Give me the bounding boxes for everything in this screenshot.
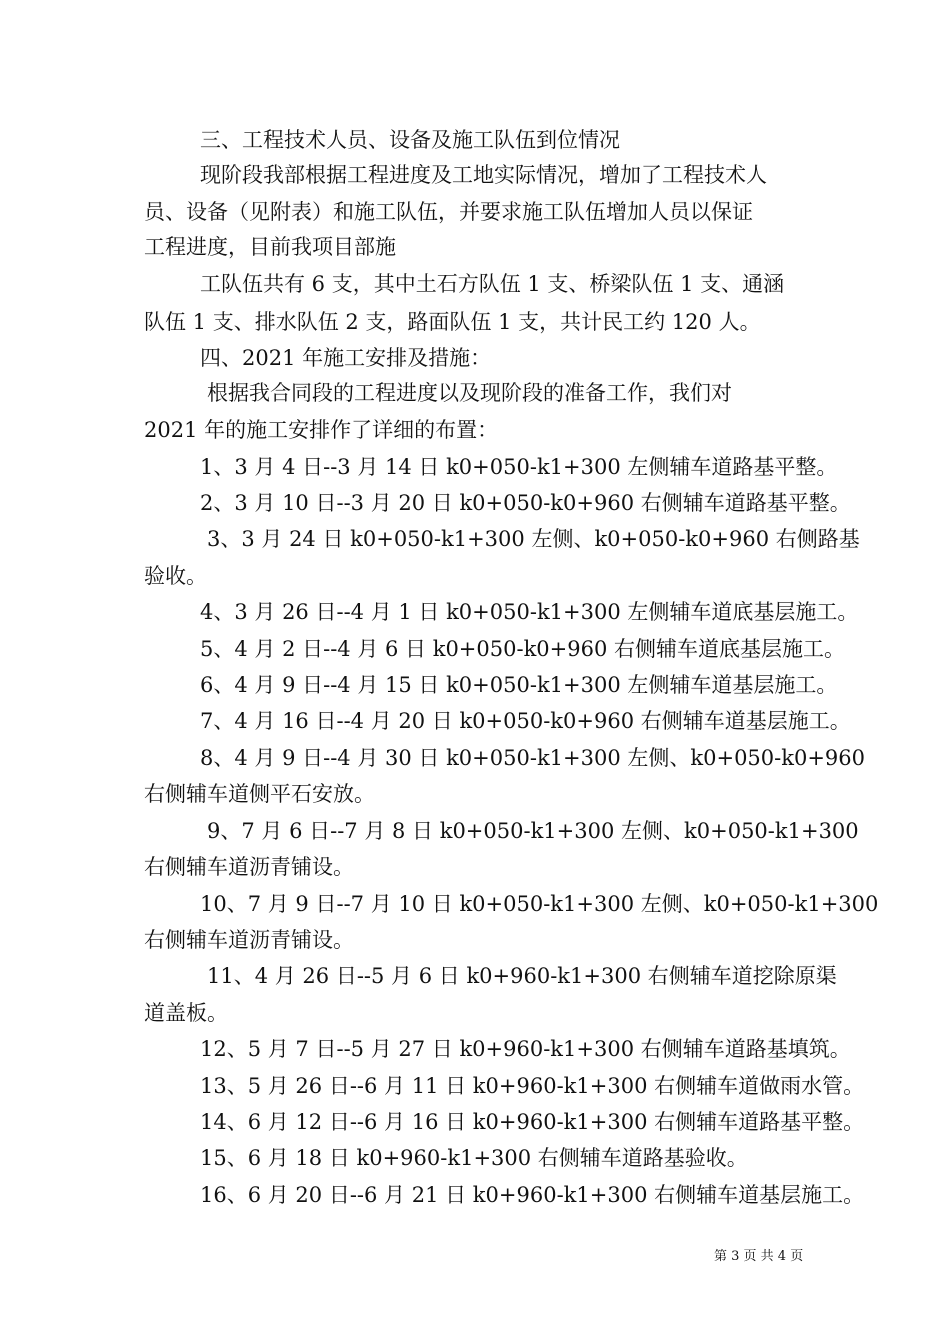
schedule-item: 2、3 月 10 日--3 月 20 日 k0+050-k0+960 右侧辅车道路基平整。 (200, 491, 851, 515)
page-number-footer: 第 3 页 共 4 页 (714, 1249, 804, 1264)
paragraph-line: 员、设备（见附表）和施工队伍，并要求施工队伍增加人员以保证 (144, 200, 753, 224)
schedule-item-continuation: 道盖板。 (144, 1001, 228, 1025)
paragraph-line: 工程进度，目前我项目部施 (144, 235, 396, 259)
schedule-item: 3、3 月 24 日 k0+050-k1+300 左侧、k0+050-k0+960 右侧路基 (207, 527, 860, 551)
schedule-item: 10、7 月 9 日--7 月 10 日 k0+050-k1+300 左侧、k0+050-k1+300 (200, 892, 879, 916)
schedule-item: 4、3 月 26 日--4 月 1 日 k0+050-k1+300 左侧辅车道底基层施工。 (200, 600, 859, 624)
paragraph-line: 队伍 1 支、排水队伍 2 支，路面队伍 1 支，共计民工约 120 人。 (144, 310, 761, 334)
paragraph-line: 工队伍共有 6 支，其中土石方队伍 1 支、桥梁队伍 1 支、通涵 (200, 272, 785, 296)
schedule-item: 11、4 月 26 日--5 月 6 日 k0+960-k1+300 右侧辅车道挖除原渠 (207, 964, 837, 988)
schedule-item: 12、5 月 7 日--5 月 27 日 k0+960-k1+300 右侧辅车道路基填筑。 (200, 1037, 851, 1061)
section-heading-3: 三、工程技术人员、设备及施工队伍到位情况 (200, 128, 620, 152)
schedule-item: 6、4 月 9 日--4 月 15 日 k0+050-k1+300 左侧辅车道基层施工。 (200, 673, 838, 697)
section-heading-4: 四、2021 年施工安排及措施： (200, 346, 492, 370)
schedule-item-continuation: 右侧辅车道沥青铺设。 (144, 855, 354, 879)
schedule-item: 16、6 月 20 日--6 月 21 日 k0+960-k1+300 右侧辅车道基层施工。 (200, 1183, 865, 1207)
schedule-item: 14、6 月 12 日--6 月 16 日 k0+960-k1+300 右侧辅车道路基平整。 (200, 1110, 865, 1134)
paragraph-line: 现阶段我部根据工程进度及工地实际情况，增加了工程技术人 (200, 163, 767, 187)
paragraph-line: 2021 年的施工安排作了详细的布置： (144, 418, 499, 442)
schedule-item: 13、5 月 26 日--6 月 11 日 k0+960-k1+300 右侧辅车道做雨水管。 (200, 1074, 865, 1098)
schedule-item: 8、4 月 9 日--4 月 30 日 k0+050-k1+300 左侧、k0+050-k0+960 (200, 746, 866, 770)
schedule-item-continuation: 右侧辅车道侧平石安放。 (144, 782, 375, 806)
schedule-item: 15、6 月 18 日 k0+960-k1+300 右侧辅车道路基验收。 (200, 1146, 748, 1170)
paragraph-line: 根据我合同段的工程进度以及现阶段的准备工作，我们对 (207, 381, 732, 405)
schedule-item: 7、4 月 16 日--4 月 20 日 k0+050-k0+960 右侧辅车道基层施工。 (200, 709, 851, 733)
schedule-item: 1、3 月 4 日--3 月 14 日 k0+050-k1+300 左侧辅车道路基平整。 (200, 455, 838, 479)
schedule-item-continuation: 右侧辅车道沥青铺设。 (144, 928, 354, 952)
schedule-item: 9、7 月 6 日--7 月 8 日 k0+050-k1+300 左侧、k0+050-k1+300 (207, 819, 859, 843)
schedule-item-continuation: 验收。 (144, 564, 207, 588)
schedule-item: 5、4 月 2 日--4 月 6 日 k0+050-k0+960 右侧辅车道底基层施工。 (200, 637, 846, 661)
